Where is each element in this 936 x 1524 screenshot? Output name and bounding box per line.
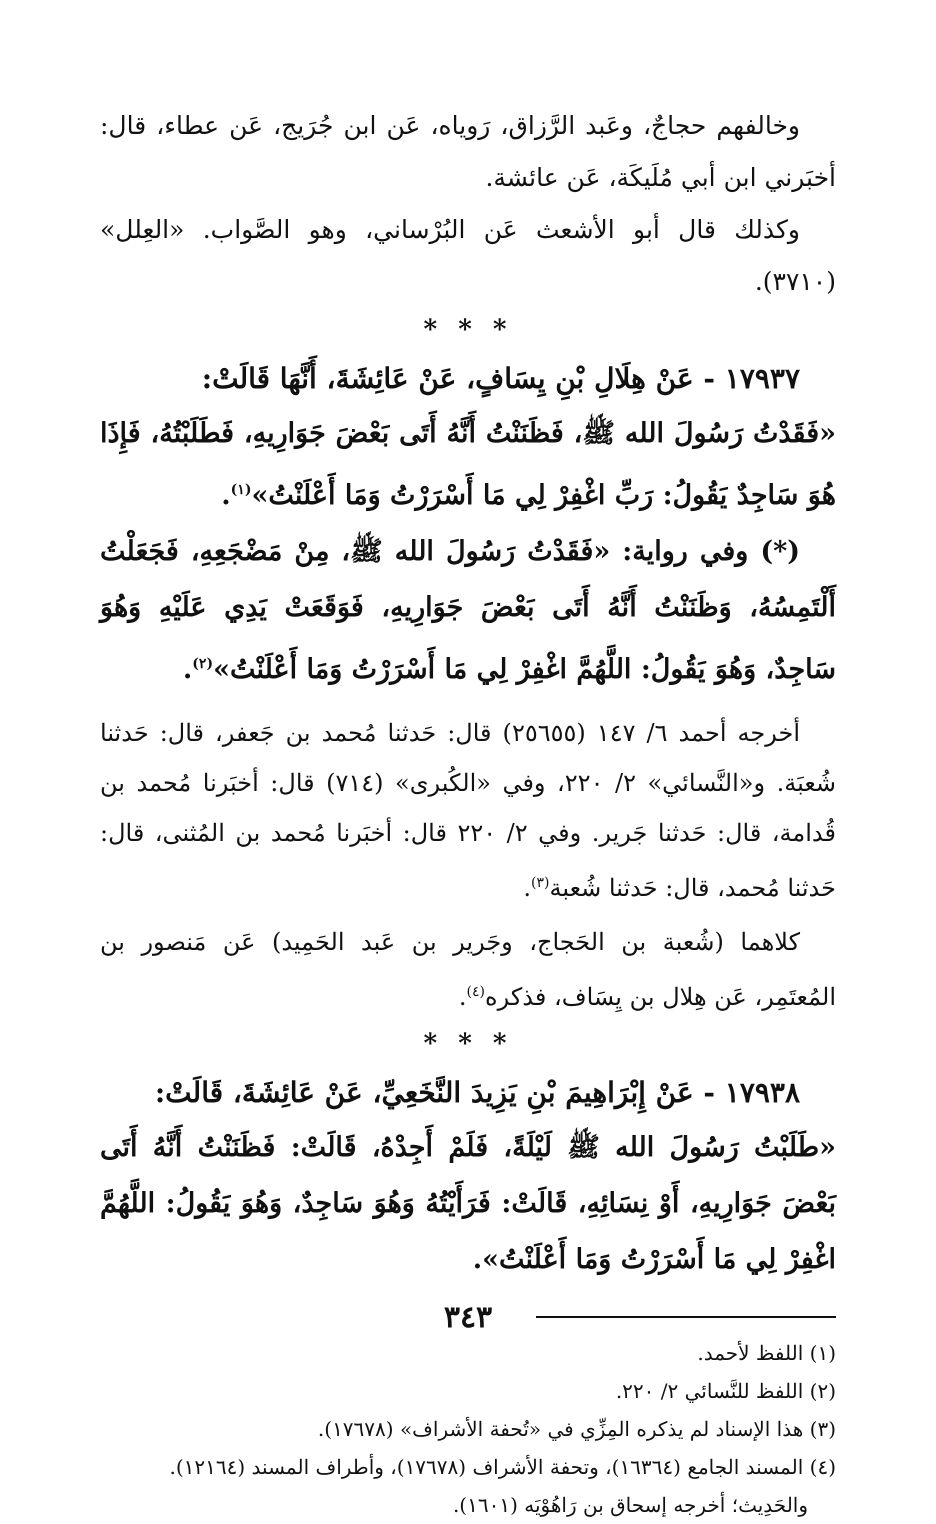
hadith-17938-heading: ١٧٩٣٨ - عَنْ إِبْرَاهِيمَ بْنِ يَزِيدَ النَّخَعِيِّ، عَنْ عَائِشَةَ، قَالَتْ:: [154, 1076, 800, 1109]
intro-paragraph-2: وكذلك قال أبو الأشعث عَن البُرْساني، وهو الصَّواب. «العِلل» (٣٧١٠).: [100, 215, 836, 296]
page-number: ٣٤٣: [443, 1300, 493, 1335]
hadith-17937-variant: (*) وفي رواية: «فَقَدْتُ رَسُولَ الله ﷺ، مِنْ مَضْجَعِهِ، فَجَعَلْتُ أَلْتَمِسُهُ، وَظَنَنْتُ أَنَّهُ أَتَى بَعْضَ جَوَارِيهِ، فَوَقَعَتْ يَدِي عَلَيْهِ وَهُوَ سَاجِدٌ، وَهُوَ يَقُولُ: اللَّهُمَّ اغْفِرْ لِي مَا أَسْرَرْتُ وَمَا أَعْلَنْتُ»$^{(٢)}$.: [100, 536, 836, 685]
footnote-ref: (٣): [531, 875, 550, 891]
hadith-17937-sources: أخرجه أحمد ٦/ ١٤٧ (٢٥٦٥٥) قال: حَدثنا مُحمد بن جَعفر، قال: حَدثنا شُعبَة. و«النَّسائي» ٢/ ٢٢٠، وفي «الكُبرى» (٧١٤) قال: أخبَرنا مُحمد بن قُدامة، قال: حَدثنا جَرير. وفي ٢/ ٢٢٠ قال: أخبَرنا مُحمد بن المُثنى، قال: حَدثنا مُحمد، قال: حَدثنا شُعبة$^{(٣)}$.: [100, 719, 837, 902]
footnote-ref: (٤): [466, 984, 486, 1000]
hadith-17937-chain: كلاهما (شُعبة بن الحَجاج، وجَرير بن عَبد الحَمِيد) عَن مَنصور بن المُعتَمِر، عَن هِلال بن يِسَاف، فذكره$^{(٤)}$.: [100, 928, 836, 1011]
footnote-3: (٣) هذا الإسناد لم يذكره المِزِّي في «تُحفة الأشراف» (١٧٦٧٨).: [317, 1417, 836, 1441]
intro-paragraph-1: وخالفهم حجاجٌ، وعَبد الرَّزاق، رَوياه، عَن ابن جُرَيج، عَن عطاء، قال: أخبَرني ابن أبي مُلَيكَة، عَن عائشة.: [100, 111, 836, 192]
footnote-2: (٢) اللفظ للنَّسائي ٢/ ٢٢٠.: [615, 1379, 836, 1403]
hadith-17937-text: «فَقَدْتُ رَسُولَ الله ﷺ، فَظَنَنْتُ أَنَّهُ أَتَى بَعْضَ جَوَارِيهِ، فَطَلَبْتُهُ، فَإِذَا هُوَ سَاجِدٌ يَقُولُ: رَبِّ اغْفِرْ لِي مَا أَسْرَرْتُ وَمَا أَعْلَنْتُ»$^{(١)}$.: [100, 418, 836, 511]
section-separator: * * *: [423, 1029, 513, 1059]
hadith-17937-heading: ١٧٩٣٧ - عَنْ هِلَالِ بْنِ يِسَافٍ، عَنْ عَائِشَةَ، أَنَّهَا قَالَتْ:: [201, 362, 800, 395]
hadith-17938-text: «طَلَبْتُ رَسُولَ الله ﷺ لَيْلَةً، فَلَمْ أَجِدْهُ، قَالَتْ: فَظَنَنْتُ أَنَّهُ أَتَى بَعْضَ جَوَارِيهِ، أَوْ نِسَائِهِ، قَالَتْ: فَرَأَيْتُهُ وَهُوَ سَاجِدٌ، وَهُوَ يَقُولُ: اللَّهُمَّ اغْفِرْ لِي مَا أَسْرَرْتُ وَمَا أَعْلَنْتُ».: [100, 1132, 836, 1275]
footnote-1: (١) اللفظ لأحمد.: [697, 1341, 836, 1365]
footnote-4: (٤) المسند الجامع (١٦٣٦٤)، وتحفة الأشراف (١٧٦٧٨)، وأطراف المسند (١٢١٦٤).: [169, 1455, 836, 1479]
footnote-4-continuation: والحَدِيث؛ أخرجه إسحاق بن رَاهُوْيَه (١٦٠١).: [452, 1493, 808, 1517]
footnote-ref: (٢): [192, 656, 214, 672]
footnote-ref: (١): [230, 482, 252, 498]
section-separator: * * *: [423, 315, 513, 345]
